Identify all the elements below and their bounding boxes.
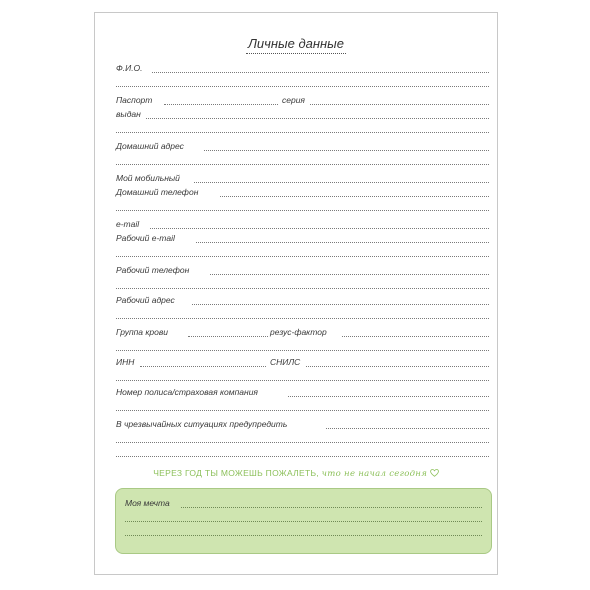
home-phone-row[interactable] <box>116 187 489 201</box>
slogan-script-text: что не начал сегодня <box>321 469 428 479</box>
emergency-line[interactable] <box>326 428 489 429</box>
heart-outline-icon <box>430 469 439 477</box>
passport-line[interactable] <box>164 104 278 105</box>
dream-line-2[interactable] <box>125 521 482 522</box>
dream-line-3[interactable] <box>125 535 482 536</box>
home-phone-line-2[interactable] <box>116 210 489 211</box>
passport-label: Паспорт <box>116 95 153 105</box>
dream-label: Моя мечта <box>125 498 170 508</box>
snils-label: СНИЛС <box>270 357 301 367</box>
home-address-line[interactable] <box>204 150 489 151</box>
emergency-line-2[interactable] <box>116 442 489 443</box>
inn-line[interactable] <box>140 366 266 367</box>
motivational-slogan <box>95 468 497 479</box>
emergency-label: В чрезвычайных ситуациях предупредить <box>116 419 288 429</box>
blood-group-label: Группа крови <box>116 327 169 337</box>
email-row[interactable] <box>116 219 489 233</box>
home-address-label: Домашний адрес <box>116 141 184 151</box>
mobile-label: Мой мобильный <box>116 173 180 183</box>
issued-label: выдан <box>116 109 141 119</box>
home-phone-line[interactable] <box>220 196 489 197</box>
mobile-row[interactable] <box>116 173 489 187</box>
policy-line-2[interactable] <box>116 410 489 411</box>
inn-row[interactable] <box>116 357 489 371</box>
policy-row[interactable] <box>116 387 489 401</box>
blood-row[interactable] <box>116 327 489 341</box>
mobile-line[interactable] <box>194 182 489 183</box>
work-phone-row[interactable] <box>116 265 489 279</box>
rh-factor-line[interactable] <box>342 336 489 337</box>
dream-line[interactable] <box>181 507 482 508</box>
blood-group-line[interactable] <box>188 336 268 337</box>
work-address-line[interactable] <box>192 304 489 305</box>
snils-line[interactable] <box>306 366 489 367</box>
page-title <box>95 35 497 53</box>
issued-row[interactable] <box>116 109 489 123</box>
series-label: серия <box>282 95 305 105</box>
fio-line-2[interactable] <box>116 86 489 87</box>
page-title-text: Личные данные <box>246 36 346 54</box>
inn-label: ИНН <box>116 357 135 367</box>
work-email-line-2[interactable] <box>116 256 489 257</box>
work-phone-label: Рабочий телефон <box>116 265 190 275</box>
emergency-line-3[interactable] <box>116 456 489 457</box>
rh-factor-label: резус-фактор <box>270 327 327 337</box>
dream-box <box>115 488 492 554</box>
work-phone-line-2[interactable] <box>116 288 489 289</box>
home-phone-label: Домашний телефон <box>116 187 199 197</box>
series-line[interactable] <box>310 104 489 105</box>
email-line[interactable] <box>150 228 489 229</box>
dream-row[interactable] <box>125 498 482 512</box>
work-email-label: Рабочий e-mail <box>116 233 175 243</box>
work-address-label: Рабочий адрес <box>116 295 175 305</box>
work-email-line[interactable] <box>196 242 489 243</box>
home-address-row[interactable] <box>116 141 489 155</box>
blood-line-2[interactable] <box>116 350 489 351</box>
issued-line-2[interactable] <box>116 132 489 133</box>
policy-label: Номер полиса/страховая компания <box>116 387 258 397</box>
work-email-row[interactable] <box>116 233 489 247</box>
slogan-main-text: ЧЕРЕЗ ГОД ТЫ МОЖЕШЬ ПОЖАЛЕТЬ, <box>153 468 319 478</box>
fio-line[interactable] <box>152 72 489 73</box>
emergency-row[interactable] <box>116 419 489 433</box>
issued-line[interactable] <box>146 118 489 119</box>
inn-line-2[interactable] <box>116 380 489 381</box>
fio-row[interactable] <box>116 63 489 77</box>
passport-row[interactable] <box>116 95 489 109</box>
work-address-line-2[interactable] <box>116 318 489 319</box>
personal-data-page <box>94 12 498 575</box>
email-label: e-mail <box>116 219 140 229</box>
policy-line[interactable] <box>288 396 489 397</box>
home-address-line-2[interactable] <box>116 164 489 165</box>
work-address-row[interactable] <box>116 295 489 309</box>
work-phone-line[interactable] <box>210 274 489 275</box>
fio-label: Ф.И.О. <box>116 63 143 73</box>
